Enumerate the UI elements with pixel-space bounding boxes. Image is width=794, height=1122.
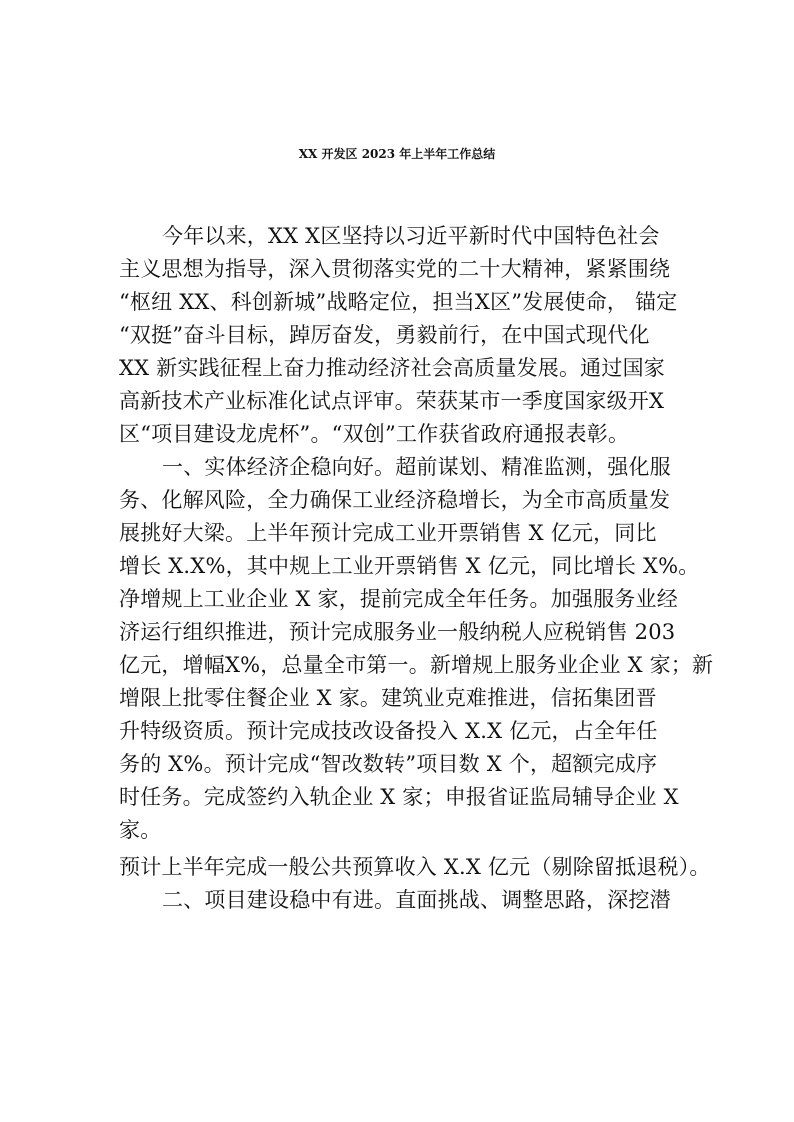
paragraph-line: 济运行组织推进，预计完成服务业一般纳税人应税销售 203	[119, 620, 676, 644]
paragraph-line: XX 新实践征程上奋力推动经济社会高质量发展。通过国家	[119, 356, 665, 380]
section-heading-line: 一、实体经济企稳向好。超前谋划、精准监测，强化服	[162, 455, 671, 479]
section-heading-line: 二、项目建设稳中有进。直面挑战、调整思路，深挖潜	[162, 888, 671, 912]
paragraph-line: 高新技术产业标准化试点评审。荣获某市一季度国家级开X	[119, 389, 665, 413]
paragraph-line: 亿元，增幅X%，总量全市第一。新增规上服务业企业 X 家；新	[119, 653, 714, 677]
paragraph-line: 净增规上工业企业 X 家，提前完成全年任务。加强服务业经	[119, 587, 678, 611]
document-title: XX 开发区 2023 年上半年工作总结	[298, 147, 496, 161]
paragraph-line: 今年以来，XX X区坚持以习近平新时代中国特色社会	[162, 224, 660, 248]
paragraph-line: 时任务。完成签约入轨企业 X 家；申报省证监局辅导企业 X	[119, 785, 679, 809]
paragraph-line: “枢纽 XX、科创新城”战略定位，担当X区”发展使命， 锚定	[119, 290, 678, 314]
paragraph-line: “双挺”奋斗目标，踔厉奋发，勇毅前行，在中国式现代化	[119, 323, 650, 347]
paragraph-line: 务、化解风险，全力确保工业经济稳增长，为全市高质量发	[119, 488, 671, 512]
paragraph-line: 务的 X%。预计完成“智改数转”项目数 X 个，超额完成序	[119, 752, 658, 776]
paragraph-line: 家。	[119, 818, 162, 842]
paragraph-line: 主义思想为指导，深入贯彻落实党的二十大精神，紧紧围绕	[119, 257, 671, 281]
paragraph-line: 区“项目建设龙虎杯”。“双创”工作获省政府通报表彰。	[119, 422, 630, 446]
paragraph-line: 增长 X.X%，其中规上工业开票销售 X 亿元，同比增长 X%。	[119, 554, 700, 578]
paragraph-line: 预计上半年完成一般公共预算收入 X.X 亿元（剔除留抵退税）。	[119, 855, 711, 879]
paragraph-line: 增限上批零住餐企业 X 家。建筑业克难推进，信拓集团晋	[119, 686, 657, 710]
paragraph-line: 升特级资质。预计完成技改设备投入 X.X 亿元，占全年任	[119, 719, 658, 743]
paragraph-line: 展挑好大梁。上半年预计完成工业开票销售 X 亿元，同比	[119, 521, 657, 545]
